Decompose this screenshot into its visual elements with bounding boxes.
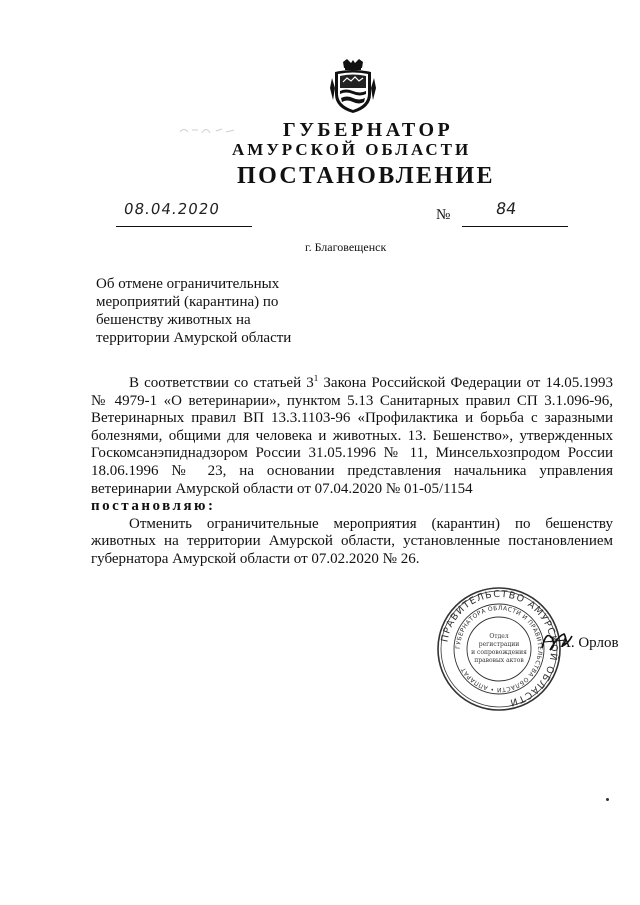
seal-center-line: правовых актов bbox=[474, 657, 524, 664]
body-text-segment: Закона Российской Федерации от 14.05.1993 bbox=[318, 375, 613, 391]
body-line: ветеринарии Амурской области от 07.04.2020 № 01-05/1154 bbox=[91, 480, 473, 497]
decree-word: постановляю: bbox=[91, 498, 216, 515]
scan-speck bbox=[606, 798, 609, 801]
seal-outer-text: ПРАВИТЕЛЬСТВО АМУРСКОЙ ОБЛАСТИ bbox=[439, 588, 560, 709]
body-line: Госкомсанэпиднадзором России 31.05.1996 № 11, Минсельхозпродом России bbox=[91, 445, 613, 462]
body-line: животных на территории Амурской области, установленные постановлением bbox=[91, 533, 613, 550]
document-date: 08.04.2020 bbox=[122, 200, 222, 218]
body-line: губернатора Амурской области от 07.02.2020 № 26. bbox=[91, 550, 420, 567]
authority-title: ГУБЕРНАТОР bbox=[283, 119, 454, 141]
coat-of-arms-icon bbox=[329, 58, 377, 114]
signer-surname: Орлов bbox=[578, 635, 619, 651]
number-sign: № bbox=[436, 207, 451, 223]
subject-line: Об отмене ограничительных bbox=[96, 276, 280, 292]
body-line: Ветеринарных правил ВП 13.3.1103-96 «Профилактика и борьба с заразными bbox=[91, 410, 613, 427]
seal-center-line: Отдел bbox=[489, 633, 509, 640]
seal-center-line: регистрации bbox=[478, 641, 520, 648]
body-line: Отменить ограничительные мероприятия (карантин) по бешенству bbox=[129, 515, 613, 532]
seal-middle-text: ГУБЕРНАТОРА ОБЛАСТИ И ПРАВИТЕЛЬСТВА ОБЛАСТИ • АППАРАТ bbox=[454, 604, 544, 694]
body-line bbox=[91, 375, 613, 393]
document-type: ПОСТАНОВЛЕНИЕ bbox=[237, 163, 495, 189]
document-subject bbox=[96, 275, 356, 347]
signer-name bbox=[560, 635, 619, 652]
faint-scan-mark bbox=[178, 124, 238, 136]
body-line: № 4979-1 «О ветеринарии», пунктом 5.13 Санитарных правил СП 3.1.096-96, bbox=[91, 392, 613, 409]
authority-region: АМУРСКОЙ ОБЛАСТИ bbox=[232, 140, 472, 159]
body-line: болезнями, общими для человека и животных. 13. Бешенство», утвержденных bbox=[91, 427, 613, 444]
body-text-segment: В соответствии со статьей 3 bbox=[129, 375, 314, 391]
signer-initial: А. bbox=[560, 635, 575, 651]
subject-line: территории Амурской области bbox=[96, 330, 292, 346]
body-line: 18.06.1996 № 23, на основании представления начальника управления bbox=[91, 462, 613, 479]
document-body bbox=[91, 375, 613, 569]
subject-line: мероприятий (карантина) по bbox=[96, 294, 279, 310]
subject-line: бешенству животных на bbox=[96, 312, 251, 328]
city-label: г. Благовещенск bbox=[305, 240, 387, 254]
superscript: 1 bbox=[313, 375, 319, 383]
document-number: 84 bbox=[494, 199, 518, 218]
seal-center-line: и сопровождения bbox=[471, 649, 527, 656]
